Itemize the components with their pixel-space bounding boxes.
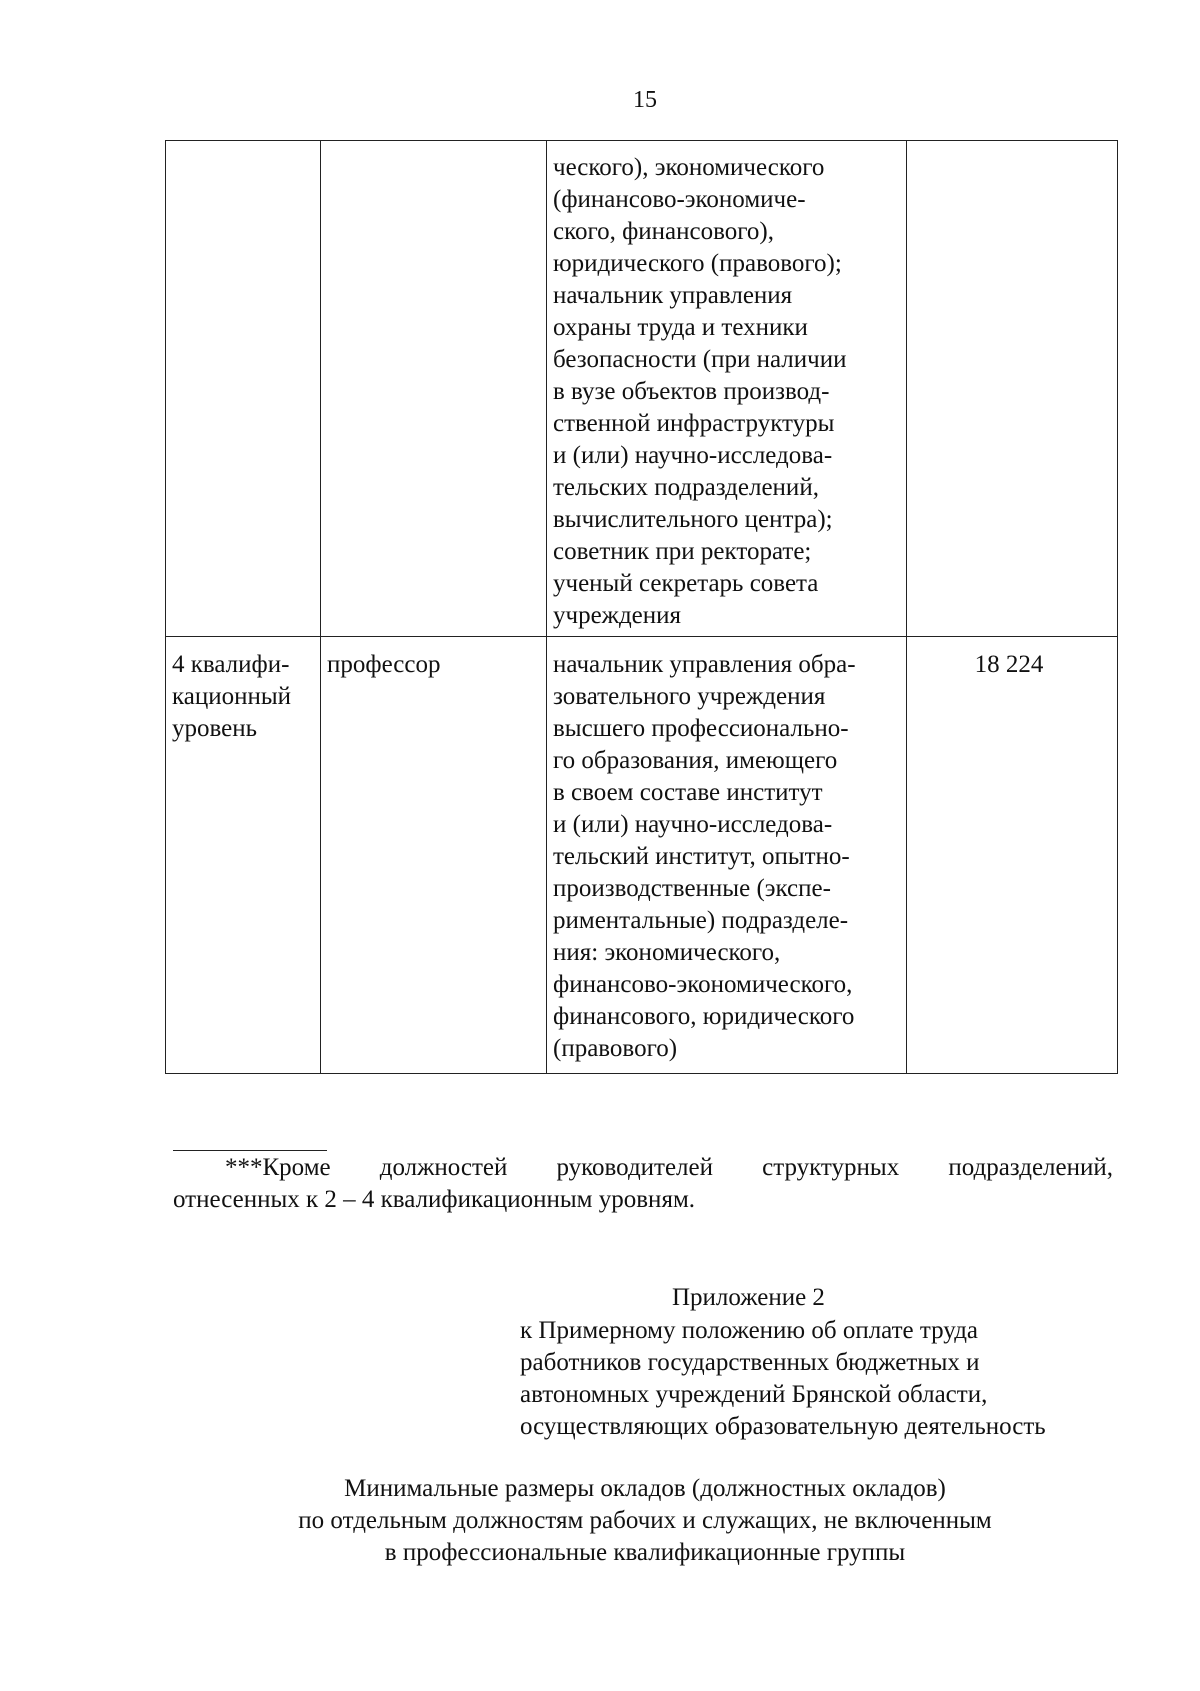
appendix-reference xyxy=(520,1315,1120,1443)
document-title-line: в профессиональные квалификационные группы xyxy=(384,1539,906,1566)
position-cell: профессор xyxy=(321,637,547,1074)
position-cell xyxy=(321,141,547,637)
document-title xyxy=(0,1473,1200,1569)
table-row xyxy=(166,637,1118,1074)
position-details-cell: начальник управления обра- зовательного учреждения высшего профессионально- го образования, имеющего в своем составе институт и (или) научно-исследова- тельский институт, опытно- производственные (экспе- риментальные) подразделе- ния: экономического, финансово-экономического, финансового, юридического (правового) xyxy=(547,637,907,1074)
page-number: 15 xyxy=(633,87,657,113)
footnote-line: отнесенных к 2 – 4 квалификационным уровням. xyxy=(173,1186,696,1213)
salary-cell xyxy=(907,141,1118,637)
position-details-cell: ческого), экономического (финансово-экономиче- ского, финансового), юридического (правового); начальник управления охраны труда и техники безопасности (при наличии в вузе объектов производ- ственной инфраструктуры и (или) научно-исследова- тельских подразделений, вычислительного центра); советник при ректорате; ученый секретарь совета учреждения xyxy=(547,141,907,637)
document-title-line: Минимальные размеры окладов (должностных окладов) xyxy=(344,1475,946,1502)
qualification-level-cell xyxy=(166,141,321,637)
table-row xyxy=(166,141,1118,637)
qualification-level-cell: 4 квалифи- кационный уровень xyxy=(166,637,321,1074)
appendix-line: работников государственных бюджетных и xyxy=(520,1349,980,1376)
appendix-line: к Примерному положению об оплате труда xyxy=(520,1317,979,1344)
appendix-title: Приложение 2 xyxy=(672,1284,825,1311)
salary-cell: 18 224 xyxy=(907,637,1118,1074)
footnote-separator xyxy=(173,1150,327,1151)
qualification-table xyxy=(165,140,1118,1074)
footnote xyxy=(173,1152,1113,1216)
appendix-line: автономных учреждений Брянской области, xyxy=(520,1381,988,1408)
footnote-line: ***Кроме должностей руководителей структурных подразделений, xyxy=(225,1154,1113,1181)
document-title-line: по отдельным должностям рабочих и служащих, не включенным xyxy=(298,1507,992,1534)
appendix-line: осуществляющих образовательную деятельность xyxy=(520,1413,1046,1440)
